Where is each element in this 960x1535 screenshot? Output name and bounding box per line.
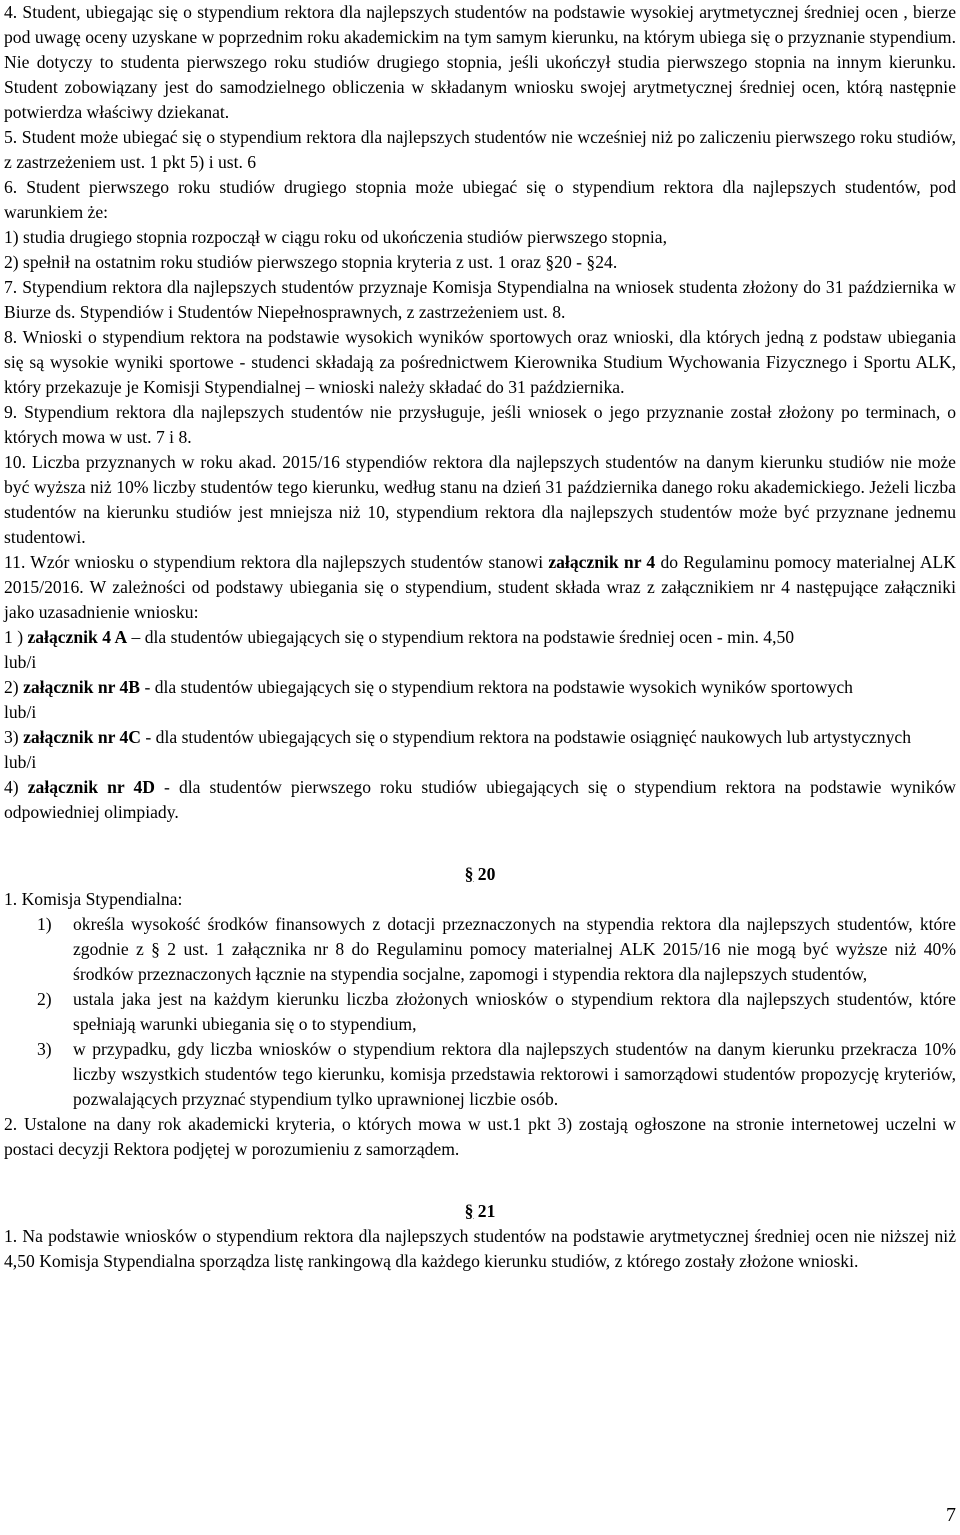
section-20-number: 20 xyxy=(477,864,496,884)
list-item-number: 3) xyxy=(37,1039,52,1059)
or-separator-2: lub/i xyxy=(4,702,37,722)
list-item-text: określa wysokość środków finansowych z dotacji przeznaczonych na stypendia rektora dla najlepszych studentów, które zgodnie z § 2 ust. 1 załącznika nr 8 do Regulaminu pomocy materialnej ALK 2015/16 nie mogą być wyższe niż 40% środków przeznaczonych łącznie na stypendia socjalne, zapomogi i stypendia rektora dla najlepszych studentów, xyxy=(73,914,956,984)
spacer xyxy=(4,850,956,862)
page-number: 7 xyxy=(946,1504,956,1526)
section-20-list xyxy=(4,912,956,1112)
attachment-4a-desc: – dla studentów ubiegających się o stypendium rektora na podstawie średniej ocen - min. 4,50 xyxy=(127,627,795,647)
paragraph-6-point-2: 2) spełnił na ostatnim roku studiów pierwszego stopnia kryteria z ust. 1 oraz §20 - §24. xyxy=(4,252,618,272)
list-item-text: w przypadku, gdy liczba wniosków o stypendium rektora dla najlepszych studentów na danym kierunku przekracza 10% liczby wszystkich studentów tego kierunku, komisja przedstawia rektorowi i samorządowi studentów propozycję kryteriów, pozwalających przyznać stypendium tylko uprawnionej liczbie osób. xyxy=(73,1039,956,1109)
list-item-text: ustala jaka jest na każdym kierunku liczba złożonych wniosków o stypendium rektora dla najlepszych studentów, które spełniają warunki ubiegania się o to stypendium, xyxy=(73,989,956,1034)
spacer xyxy=(4,825,956,850)
spacer xyxy=(4,1187,956,1199)
paragraph-8: 8. Wnioski o stypendium rektora na podstawie wysokich wyników sportowych oraz wnioski, dla których jedną z podstaw ubiegania się są wysokie wyniki sportowe - studenci składają za pośrednictwem Kierownika Studium Wychowania Fizycznego i Sportu ALK, który przekazuje je Komisji Stypendialnej – wnioski należy składać do 31 października. xyxy=(4,327,956,397)
spacer xyxy=(4,1162,956,1187)
list-item-number: 1) xyxy=(37,914,52,934)
attachment-4b-num: 2) xyxy=(4,677,24,697)
attachment-4a-label: załącznik 4 A xyxy=(27,627,128,647)
or-separator-1: lub/i xyxy=(4,652,37,672)
attachment-4a-num: 1 ) xyxy=(4,627,28,647)
list-item xyxy=(4,987,956,1037)
section-20-paragraph-2: 2. Ustalone na dany rok akademicki kryteria, o których mowa w ust.1 pkt 3) zostają ogłoszone na stronie internetowej uczelni w postaci decyzji Rektora podjętej w porozumieniu z samorządem. xyxy=(4,1114,956,1159)
attachment-4b-desc: - dla studentów ubiegających się o stypendium rektora na podstawie wysokich wyników sportowych xyxy=(140,677,853,697)
paragraph-11-attachment-ref: załącznik nr 4 xyxy=(548,552,656,572)
list-item-number: 2) xyxy=(37,989,52,1009)
section-21-paragraph-1: 1. Na podstawie wniosków o stypendium rektora dla najlepszych studentów na podstawie arytmetycznej średniej ocen nie niższej niż 4,50 Komisja Stypendialna sporządza listę rankingową dla każdego kierunku studiów, z którego zostały złożone wnioski. xyxy=(4,1226,956,1271)
list-item xyxy=(4,1037,956,1112)
section-sign: § xyxy=(464,1201,474,1221)
paragraph-6-point-1: 1) studia drugiego stopnia rozpoczął w ciągu roku od ukończenia studiów pierwszego stopnia, xyxy=(4,227,668,247)
paragraph-6: 6. Student pierwszego roku studiów drugiego stopnia może ubiegać się o stypendium rektora dla najlepszych studentów, pod warunkiem że: xyxy=(4,177,956,222)
section-21-heading xyxy=(4,1199,956,1224)
section-20-intro: 1. Komisja Stypendialna: xyxy=(4,889,183,909)
or-separator-3: lub/i xyxy=(4,752,37,772)
attachment-4c-num: 3) xyxy=(4,727,24,747)
paragraph-9: 9. Stypendium rektora dla najlepszych studentów nie przysługuje, jeśli wniosek o jego przyznanie został złożony po terminach, o których mowa w ust. 7 i 8. xyxy=(4,402,956,447)
paragraph-11-text-a: 11. Wzór wniosku o stypendium rektora dla najlepszych studentów stanowi xyxy=(4,552,549,572)
attachment-4d-num: 4) xyxy=(4,777,28,797)
attachment-4a xyxy=(4,625,956,650)
paragraph-10: 10. Liczba przyznanych w roku akad. 2015/16 stypendiów rektora dla najlepszych studentów na danym kierunku studiów nie może być wyższa niż 10% liczby studentów tego kierunku, według stanu na dzień 31 października danego roku akademickiego. Jeżeli liczba studentów na kierunku studiów jest mniejsza niż 10, stypendium rektora dla najlepszych studentów może być przyznane jednemu studentowi. xyxy=(4,452,956,547)
attachment-4c-desc: - dla studentów ubiegających się o stypendium rektora na podstawie osiągnięć naukowych lub artystycznych xyxy=(141,727,912,747)
paragraph-4: 4. Student, ubiegając się o stypendium rektora dla najlepszych studentów na podstawie wysokiej arytmetycznej średniej ocen , bierze pod uwagę oceny uzyskane w poprzednim roku akademickim na tym samym kierunku, na którym ubiega się o przyznanie stypendium. Nie dotyczy to studenta pierwszego roku studiów drugiego stopnia, jeśli ukończył studia pierwszego stopnia na innym kierunku. Student zobowiązany jest do samodzielnego obliczenia w składanym wniosku swojej arytmetycznej średniej ocen, którą następnie potwierdza właściwy dziekanat. xyxy=(4,2,956,122)
paragraph-5: 5. Student może ubiegać się o stypendium rektora dla najlepszych studentów nie wcześniej niż po zaliczeniu pierwszego roku studiów, z zastrzeżeniem ust. 1 pkt 5) i ust. 6 xyxy=(4,127,956,172)
paragraph-11-text-b: do Regulaminu pomocy materialnej ALK 2015/2016. W zależności od podstawy ubiegania się o stypendium, student składa wraz z załącznikiem nr 4 następujące załączniki jako uzasadnienie wniosku: xyxy=(4,552,956,622)
section-21-number: 21 xyxy=(477,1201,496,1221)
section-sign: § xyxy=(464,864,474,884)
attachment-4c-label: załącznik nr 4C xyxy=(23,727,142,747)
attachment-4d xyxy=(4,775,956,825)
attachment-4d-desc: - dla studentów pierwszego roku studiów ubiegających się o stypendium rektora na podstawie wyników odpowiedniej olimpiady. xyxy=(4,777,956,822)
attachment-4b-label: załącznik nr 4B xyxy=(23,677,141,697)
section-20-heading xyxy=(4,862,956,887)
attachment-4c xyxy=(4,725,956,750)
attachment-4b xyxy=(4,675,956,700)
document-page xyxy=(4,0,956,1274)
paragraph-7: 7. Stypendium rektora dla najlepszych studentów przyznaje Komisja Stypendialna na wniosek studenta złożony do 31 października w Biurze ds. Stypendiów i Studentów Niepełnosprawnych, z zastrzeżeniem ust. 8. xyxy=(4,277,956,322)
list-item xyxy=(4,912,956,987)
attachment-4d-label: załącznik nr 4D xyxy=(27,777,155,797)
paragraph-11 xyxy=(4,550,956,625)
